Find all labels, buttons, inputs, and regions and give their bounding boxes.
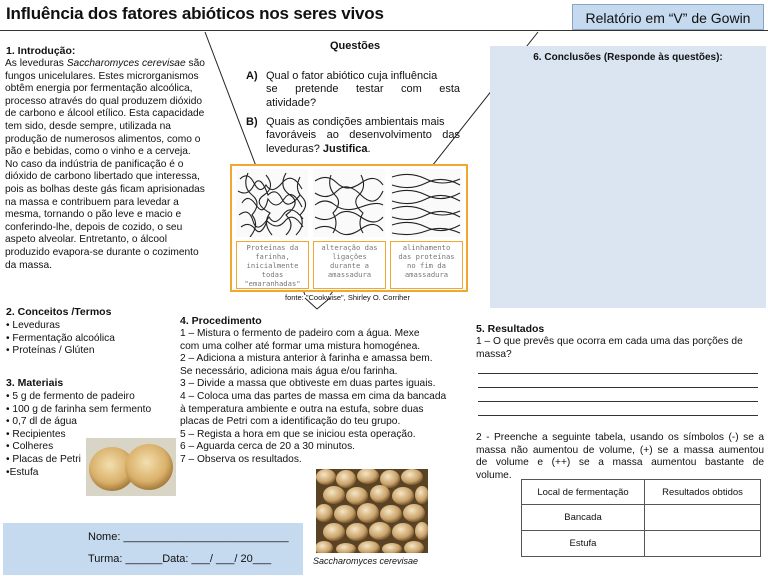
intro-line: conferindo-lhe, depois de cozido, o seu <box>5 221 183 233</box>
intro-line: produzido evapora-se durante o cozimento <box>5 246 199 258</box>
procedure-line: à temperatura ambiente e outra na estufa, sobre duas <box>180 403 424 415</box>
caption-line: amassadura <box>404 270 449 279</box>
caption-line: farinha, <box>255 252 290 261</box>
intro-line: fungos unicelulares. Estes microrganismos <box>5 70 199 82</box>
figure-caption <box>313 241 386 289</box>
intro-heading: 1. Introdução: <box>6 45 76 57</box>
results-line: volume. <box>476 469 512 481</box>
list-item: • Colheres <box>6 441 54 453</box>
question-line: Qual o fator abiótico cuja influência <box>266 70 438 82</box>
concepts-list <box>6 320 115 358</box>
caption-line: "emaranhadas" <box>244 279 301 288</box>
results-line: de volume e (++) se a massa aumentou bastante de <box>476 457 764 469</box>
intro-line: mesma, tornando o pão leve e macio e <box>5 209 182 221</box>
procedure-line: 6 – Aguarda cerca de 20 a 30 minutos. <box>180 441 356 453</box>
question-emphasis: Justifica <box>322 142 368 155</box>
figure-caption <box>236 241 309 289</box>
class-date-field[interactable]: Turma: ______Data: ___/ ___/ 20___ <box>88 553 272 565</box>
list-item: • Leveduras <box>6 320 60 331</box>
table-header: Resultados obtidos <box>645 480 761 505</box>
procedure-heading: 4. Procedimento <box>180 315 262 327</box>
name-field[interactable]: Nome: ___________________________ <box>88 531 289 543</box>
list-item: • Proteínas / Glúten <box>6 345 95 357</box>
concepts-heading: 2. Conceitos /Termos <box>6 306 112 318</box>
intro-line: dióxido de carbono libertado que interessa, <box>5 171 200 183</box>
intro-line: produção de numerosos alimentos, como o <box>5 133 201 145</box>
question-line <box>266 143 460 156</box>
table-row <box>522 531 761 557</box>
results-line: massa? <box>476 348 512 360</box>
caption-line: Proteínas da <box>246 243 299 252</box>
bread-photo <box>86 438 176 496</box>
table-row <box>522 505 761 531</box>
procedure-line: placas de Petri com a identificação do teu grupo. <box>180 416 401 428</box>
protein-figure <box>230 164 468 292</box>
procedure-line: 5 – Regista a hora em que se iniciou esta operação. <box>180 428 416 440</box>
question-b <box>266 116 460 156</box>
results-heading: 5. Resultados <box>476 323 545 335</box>
question-a-label: A) <box>246 70 258 82</box>
figure-source: fonte: "Cookwise", Shirley O. Corriher <box>285 293 410 302</box>
procedure-line: 2 – Adiciona a mistura anterior à farinha e amassa bem. <box>180 353 433 365</box>
question-line: favoráveis ao desenvolvimento das <box>266 129 460 142</box>
tangled-proteins-image <box>236 169 308 237</box>
intro-line: aspeto alveolar. Entretanto, o álcool <box>5 234 167 246</box>
materials-heading: 3. Materiais <box>6 377 64 389</box>
results-line: 1 – O que prevês que ocorra em cada uma das porções de <box>476 336 743 347</box>
answer-line[interactable] <box>478 401 758 402</box>
intro-line: As leveduras Saccharomyces cerevisae são <box>5 58 205 69</box>
table-header-row <box>522 480 761 505</box>
intro-line: No caso da indústria de panificação é o <box>5 158 184 170</box>
intro-line: de carbono e álcool etílico. Esta capacidade <box>5 108 205 120</box>
conclusions-panel[interactable] <box>490 46 766 308</box>
caption-line: das proteínas <box>398 252 455 261</box>
table-cell: Bancada <box>522 505 645 531</box>
student-info-box <box>3 523 303 575</box>
answer-line[interactable] <box>478 415 758 416</box>
intro-line: da massa. <box>5 259 52 271</box>
caption-line: alteração das <box>321 243 378 252</box>
procedure-line: 7 – Observa os resultados. <box>180 453 302 465</box>
procedure-line: 3 – Divide a massa que obtiveste em duas partes iguais. <box>180 378 436 390</box>
gowin-badge: Relatório em “V” de Gowin <box>572 4 764 30</box>
procedure-line: 4 – Coloca uma das partes de massa em cima da bancada <box>180 390 447 402</box>
question-line: se pretende testar com esta <box>266 83 460 96</box>
changing-bonds-image <box>313 169 385 237</box>
caption-line: inicialmente <box>246 261 299 270</box>
results-question-2 <box>476 432 764 482</box>
list-item: • Recipientes <box>6 428 66 440</box>
question-line: Quais as condições ambientais mais <box>266 116 445 128</box>
question-text: leveduras? <box>266 142 320 155</box>
answer-line[interactable] <box>478 387 758 388</box>
yeast-photo <box>316 469 428 553</box>
answer-line[interactable] <box>478 373 758 374</box>
results-table <box>521 479 761 557</box>
list-item: • Fermentação alcoólica <box>6 332 115 344</box>
question-b-label: B) <box>246 116 258 128</box>
intro-line: pois as bolhas deste gás ficam aprisionadas <box>5 183 205 195</box>
figure-caption <box>390 241 463 289</box>
aligned-proteins-image <box>390 169 462 237</box>
conclusions-heading: 6. Conclusões (Responde às questões): <box>533 52 723 63</box>
caption-line: no fim da <box>407 261 446 270</box>
list-item: • 0,7 dl de água <box>6 416 77 428</box>
procedure-line: 1 – Mistura o fermento de padeiro com a água. Mexe <box>180 328 420 339</box>
intro-line: tem sido, desde sempre, utilizada na <box>5 120 171 132</box>
result-input-bancada[interactable] <box>645 505 761 531</box>
results-line: massa não aumentou de volume, (+) se a massa aumentou <box>476 444 764 456</box>
yeast-caption: Saccharomyces cerevisae <box>313 556 419 566</box>
intro-line: pão e bebidas, como o vinho e a cerveja. <box>5 146 191 158</box>
caption-line: alinhamento <box>402 243 451 252</box>
table-cell: Estufa <box>522 531 645 557</box>
procedure-steps <box>180 328 458 467</box>
caption-line: durante a <box>330 261 369 270</box>
intro-line: na massa e contribuem para levedar a <box>5 196 179 208</box>
caption-line: todas <box>261 270 284 279</box>
list-item: • 100 g de farinha sem fermento <box>6 403 152 415</box>
results-question-1 <box>476 336 764 361</box>
intro-line: obtêm energia por fermentação alcoólica, <box>5 83 193 95</box>
list-item: • 5 g de fermento de padeiro <box>6 391 135 402</box>
caption-line: ligações <box>332 252 367 261</box>
procedure-line: com uma colher até formar uma mistura homogénea. <box>180 340 421 352</box>
question-a <box>266 70 460 110</box>
list-item: • Placas de Petri <box>6 453 81 465</box>
intro-text <box>5 58 219 272</box>
results-line: 2 - Preenche a seguinte tabela, usando os símbolos (-) se a <box>476 432 764 443</box>
procedure-line: Se necessário, adiciona mais água e/ou farinha. <box>180 365 398 377</box>
questions-heading: Questões <box>330 40 381 52</box>
result-input-estufa[interactable] <box>645 531 761 557</box>
page-title: Influência dos fatores abióticos nos seres vivos <box>6 4 384 23</box>
question-line: atividade? <box>266 96 317 109</box>
question-end: . <box>367 142 371 155</box>
table-header: Local de fermentação <box>522 480 645 505</box>
list-item: •Estufa <box>6 466 39 478</box>
caption-line: amassadura <box>327 270 372 279</box>
intro-line: processo através do qual produzem dióxido <box>5 95 203 107</box>
